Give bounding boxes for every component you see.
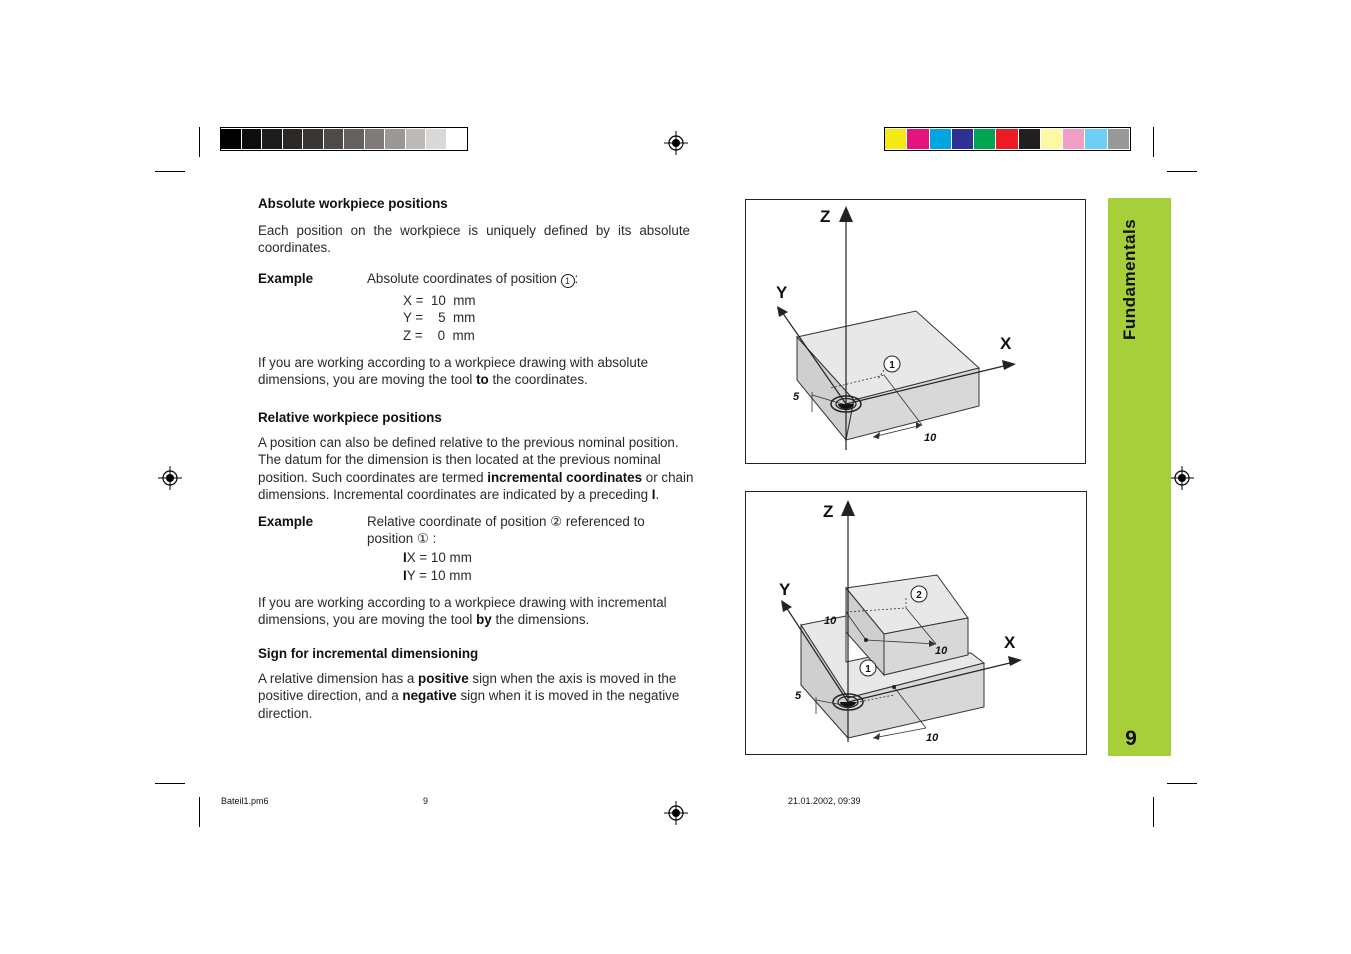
calibration-swatch <box>885 129 906 149</box>
calibration-swatch <box>344 129 364 149</box>
dimension-10-label: 10 <box>824 615 837 627</box>
crop-mark <box>155 171 185 172</box>
y-axis-label: Y <box>776 283 788 302</box>
calibration-swatch <box>262 129 282 149</box>
calibration-swatch <box>385 129 405 149</box>
crop-mark <box>199 797 200 827</box>
coord-x: X = 10 mm <box>403 293 476 308</box>
figure-1-diagram <box>746 200 1085 463</box>
calibration-swatch <box>426 129 446 149</box>
incremental-paragraph: If you are working according to a workpiece drawing with incremental dimensions, you are moving the tool by the dimensions. <box>258 595 667 628</box>
dimension-5-label: 5 <box>795 690 802 702</box>
calibration-swatch <box>447 129 467 149</box>
example-label: Example <box>258 514 314 529</box>
crop-mark <box>1167 783 1197 784</box>
relative-example-line2: position ① : <box>367 531 437 546</box>
dimension-10-label: 10 <box>926 732 939 744</box>
calibration-swatch <box>283 129 303 149</box>
x-axis-label: X <box>1004 633 1016 652</box>
crop-mark <box>199 127 200 157</box>
registration-mark-icon <box>664 131 688 155</box>
crop-mark <box>1153 127 1154 157</box>
color-calibration-bar <box>884 127 1131 151</box>
calibration-swatch <box>996 129 1017 149</box>
gray-calibration-bar <box>220 127 468 151</box>
calibration-swatch <box>952 129 973 149</box>
svg-text:2: 2 <box>916 590 922 601</box>
page-number: 9 <box>1125 727 1137 750</box>
section-heading-absolute: Absolute workpiece positions <box>258 196 448 211</box>
footer-date: 21.01.2002, 09:39 <box>788 796 861 806</box>
dimension-10-label: 10 <box>924 432 937 444</box>
calibration-swatch <box>1108 129 1129 149</box>
crop-mark <box>155 783 185 784</box>
figure-relative-coordinates <box>745 491 1087 755</box>
dimension-5-label: 5 <box>793 391 800 403</box>
relative-example-line1: Relative coordinate of position ② referenced to <box>367 514 645 529</box>
z-axis-label: Z <box>823 502 834 521</box>
y-axis-label: Y <box>779 580 791 599</box>
x-axis-label: X <box>1000 334 1012 353</box>
coord-ix: IX = 10 mm <box>403 550 472 565</box>
figure-absolute-coordinates <box>745 199 1086 464</box>
svg-text:1: 1 <box>865 664 871 675</box>
absolute-paragraph: If you are working according to a workpiece drawing with absolute dimensions, you are moving the tool to the coordinates. <box>258 355 649 388</box>
coord-iy: IY = 10 mm <box>403 568 472 583</box>
calibration-swatch <box>974 129 995 149</box>
calibration-swatch <box>1041 129 1062 149</box>
calibration-swatch <box>406 129 426 149</box>
z-axis-label: Z <box>820 207 831 226</box>
calibration-swatch <box>930 129 951 149</box>
calibration-swatch <box>303 129 323 149</box>
calibration-swatch <box>242 129 262 149</box>
svg-text:1: 1 <box>889 360 895 371</box>
coord-y: Y = 5 mm <box>403 310 476 325</box>
section-heading-sign: Sign for incremental dimensioning <box>258 646 479 661</box>
calibration-swatch <box>324 129 344 149</box>
calibration-swatch <box>365 129 385 149</box>
sign-paragraph: A relative dimension has a positive sign when the axis is moved in the positive direction, and a negative sign when it is moved in the negative direction. <box>258 671 680 721</box>
position-1-marker: 1 <box>561 274 575 288</box>
example-text: Absolute coordinates of position 1 : <box>367 271 579 286</box>
footer-page: 9 <box>423 796 429 806</box>
crop-mark <box>1153 797 1154 827</box>
example-label: Example <box>258 271 314 286</box>
calibration-swatch <box>1063 129 1084 149</box>
relative-paragraph: A position can also be defined relative to the previous nominal position. The datum for the dimension is then located at the previous nominal position. Such coordinates are termed incremental coordinates or chain dimensions. Incremental coordinates are indicated by a preceding I. <box>258 435 694 502</box>
absolute-intro: Each position on the workpiece is uniquely defined by its absolute coordinates. <box>258 223 690 256</box>
registration-mark-icon <box>1170 466 1194 490</box>
dimension-10-label: 10 <box>935 645 948 657</box>
calibration-swatch <box>907 129 928 149</box>
crop-mark <box>1167 171 1197 172</box>
coord-z: Z = 0 mm <box>403 328 475 343</box>
registration-mark-icon <box>158 466 182 490</box>
calibration-swatch <box>1019 129 1040 149</box>
footer-filename: Bateil1.pm6 <box>221 796 269 806</box>
section-heading-relative: Relative workpiece positions <box>258 410 442 425</box>
registration-mark-icon <box>664 801 688 825</box>
chapter-title: Fundamentals <box>1120 218 1139 340</box>
calibration-swatch <box>1085 129 1106 149</box>
figure-2-diagram <box>746 492 1086 754</box>
calibration-swatch <box>221 129 241 149</box>
